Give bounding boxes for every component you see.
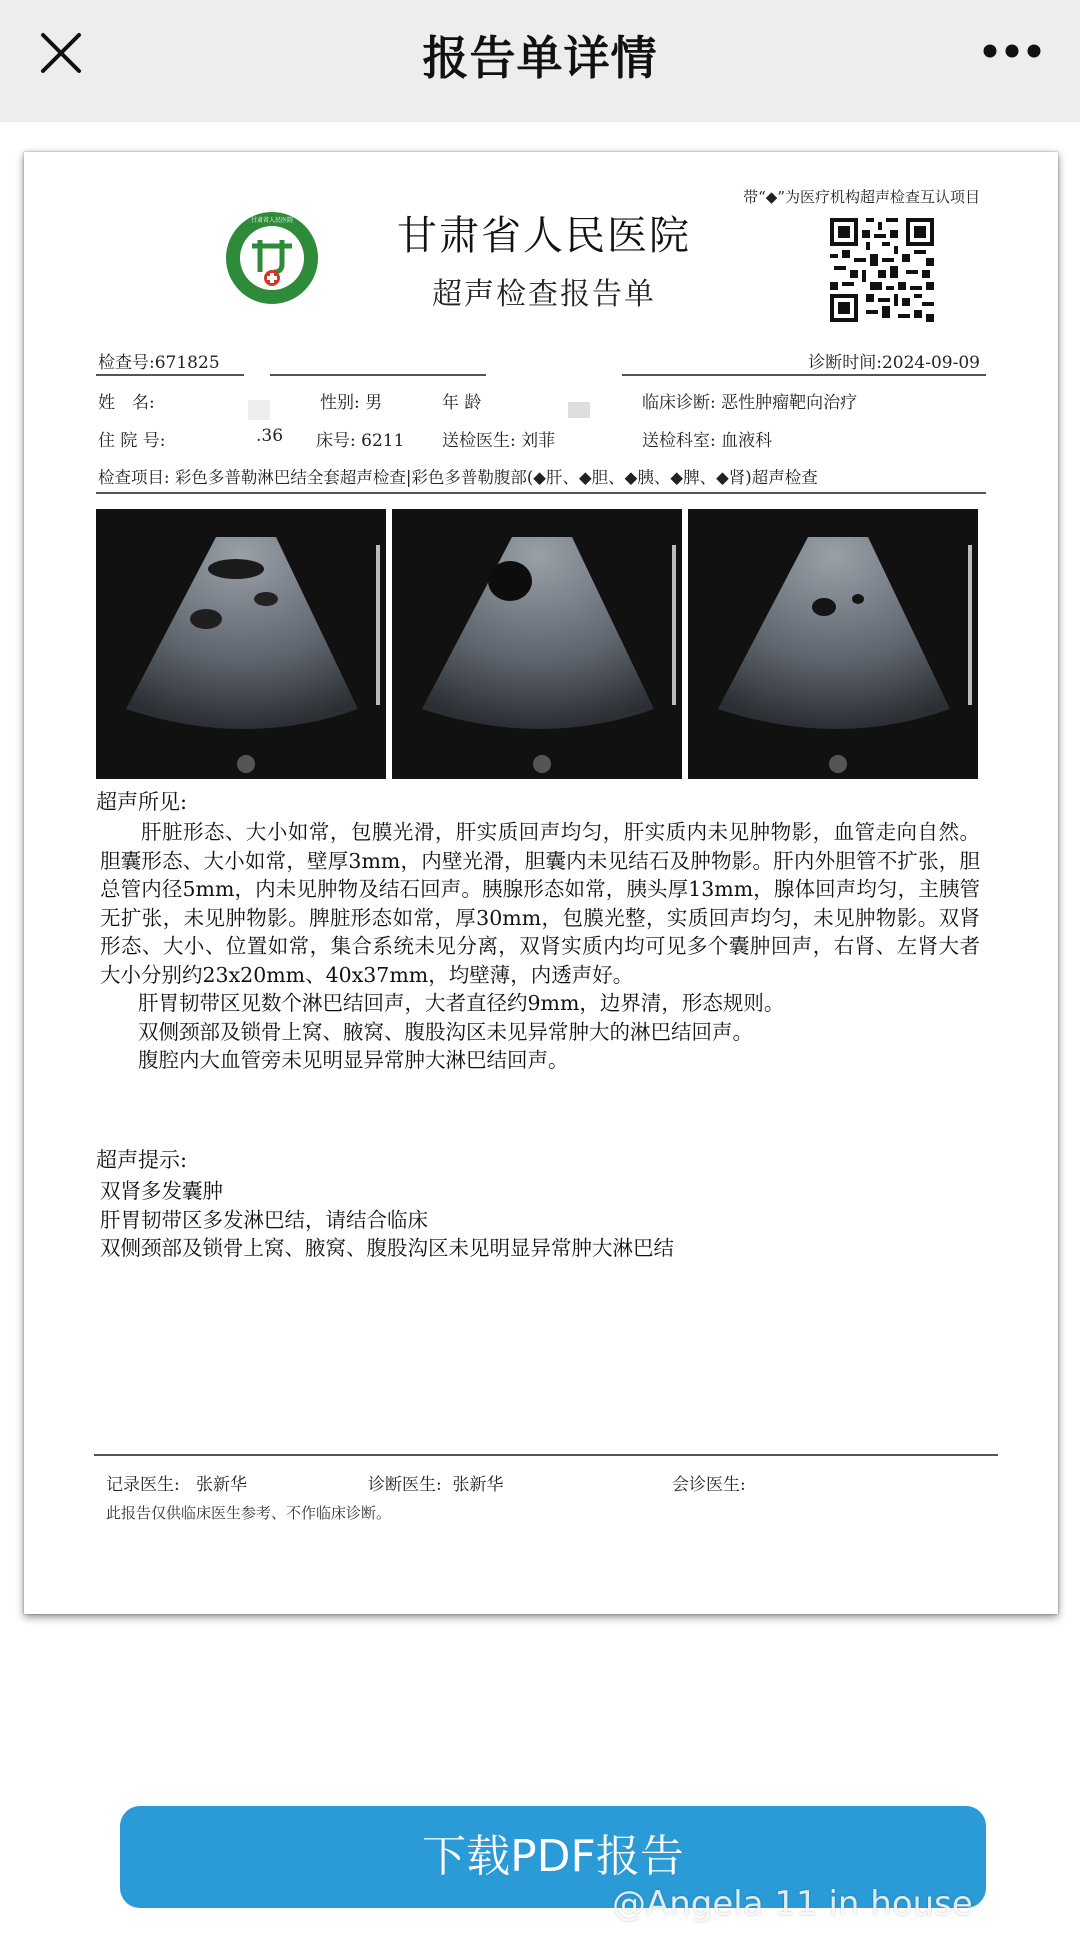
exam-items-label: 检查项目: <box>98 468 170 487</box>
clinical-diagnosis: 恶性肿瘤靶向治疗 <box>721 393 858 413</box>
hints-text <box>100 1177 980 1263</box>
hint-item: 双侧颈部及锁骨上窝、腋窝、腹股沟区未见明显异常肿大淋巴结 <box>100 1236 674 1260</box>
bed-number: 6211 <box>361 431 405 451</box>
page-title: 报告单详情 <box>422 31 658 85</box>
hospital-name: 甘肃省人民医院 <box>397 213 691 259</box>
findings-main: 肝脏形态、大小如常，包膜光滑，肝实质回声均匀，肝实质内未见肿物影，血管走向自然。胆囊形态、大小如常，壁厚3mm，内壁光滑，胆囊内未见结石及肿物影。肝内外胆管不扩张，胆总管内径5mm，内未见肿物及结石回声。胰腺形态如常，胰头厚13mm，腺体回声均匀，主胰管无扩张，未见肿物影。脾脏形态如常，厚30mm，包膜光整，实质回声均匀，未见肿物影。双肾形态、大小、位置如常，集合系统未见分离，双肾实质内均可见多个囊肿回声，右肾、左肾大者大小分别约23x20mm、40x37mm，均壁薄，内透声好。 <box>100 820 980 987</box>
recorder-label: 记录医生: <box>106 1475 180 1495</box>
exam-items: 彩色多普勒淋巴结全套超声检查|彩色多普勒腹部(◆肝、◆胆、◆胰、◆脾、◆肾)超声检查 <box>174 468 818 487</box>
findings-text <box>100 818 980 1075</box>
recorder-row <box>106 1470 247 1495</box>
watermark: @Angela 11 in house <box>612 1884 973 1924</box>
sender-doctor: 刘菲 <box>521 431 556 451</box>
sender-row <box>442 426 555 451</box>
hint-item: 肝胃韧带区多发淋巴结，请结合临床 <box>100 1207 428 1232</box>
recorder-doctor: 张新华 <box>195 1475 247 1495</box>
diagnosis-doctor: 张新华 <box>452 1475 504 1495</box>
divider <box>94 1454 998 1456</box>
inpatient-number: .36 <box>256 426 284 446</box>
findings-neck: 双侧颈部及锁骨上窝、腋窝、腹股沟区未见异常肿大的淋巴结回声。 <box>138 1019 753 1044</box>
clinical-diagnosis-row <box>642 388 857 413</box>
ultrasound-image[interactable] <box>392 509 682 779</box>
diagnosis-time: 2024-09-09 <box>881 353 980 373</box>
diagnosis-time-row <box>808 348 980 373</box>
findings-abdomen: 腹腔内大血管旁未见明显异常肿大淋巴结回声。 <box>138 1048 569 1072</box>
hints-title: 超声提示: <box>96 1148 188 1172</box>
report-title: 超声检查报告单 <box>432 277 656 312</box>
gender-row <box>320 388 382 413</box>
gender-label: 性别: <box>320 393 360 413</box>
divider <box>270 374 486 376</box>
exam-number-row <box>98 348 220 373</box>
patient-name-label: 姓 名: <box>98 393 155 413</box>
findings-lymph: 肝胃韧带区见数个淋巴结回声，大者直径约9mm，边界清，形态规则。 <box>138 991 785 1015</box>
qr-code-icon <box>830 218 934 322</box>
more-icon <box>982 43 1042 59</box>
redacted-age <box>568 402 590 418</box>
svg-text:甘肃省人民医院: 甘肃省人民医院 <box>250 217 294 224</box>
exam-number: 671825 <box>154 353 220 373</box>
divider <box>96 492 986 494</box>
exam-items-row <box>98 464 818 488</box>
sender-label: 送检医生: <box>442 431 516 451</box>
disclaimer: 此报告仅供临床医生参考、不作临床诊断。 <box>106 1504 392 1522</box>
diagnosis-doctor-row <box>368 1470 504 1495</box>
ultrasound-image[interactable] <box>96 509 386 779</box>
divider <box>96 374 244 376</box>
inpatient-label: 住 院 号: <box>98 431 166 451</box>
report-document[interactable] <box>24 152 1058 1614</box>
more-button[interactable] <box>972 26 1052 76</box>
age-label: 年 龄 <box>442 393 482 413</box>
ultrasound-image[interactable] <box>688 509 978 779</box>
download-pdf-button[interactable]: 下载PDF报告 <box>120 1806 986 1908</box>
hint-item: 双肾多发囊肿 <box>100 1179 223 1203</box>
mutual-recognition-note: 带“◆”为医疗机构超声检查互认项目 <box>743 188 980 206</box>
diagnosis-time-label: 诊断时间: <box>808 353 882 373</box>
bed-row <box>316 426 404 451</box>
department-row <box>642 426 772 451</box>
redacted-name <box>248 400 270 420</box>
findings-title: 超声所见: <box>96 790 188 814</box>
divider <box>622 374 986 376</box>
gender: 男 <box>365 393 383 413</box>
ultrasound-images <box>96 509 978 779</box>
consult-doctor-label: 会诊医生: <box>672 1475 746 1495</box>
diagnosis-doctor-label: 诊断医生: <box>368 1475 442 1495</box>
exam-number-label: 检查号: <box>98 353 155 373</box>
bed-label: 床号: <box>316 431 356 451</box>
department: 血液科 <box>721 431 773 451</box>
clinical-diagnosis-label: 临床诊断: <box>642 393 716 413</box>
nav-bar <box>0 0 1080 122</box>
department-label: 送检科室: <box>642 431 716 451</box>
